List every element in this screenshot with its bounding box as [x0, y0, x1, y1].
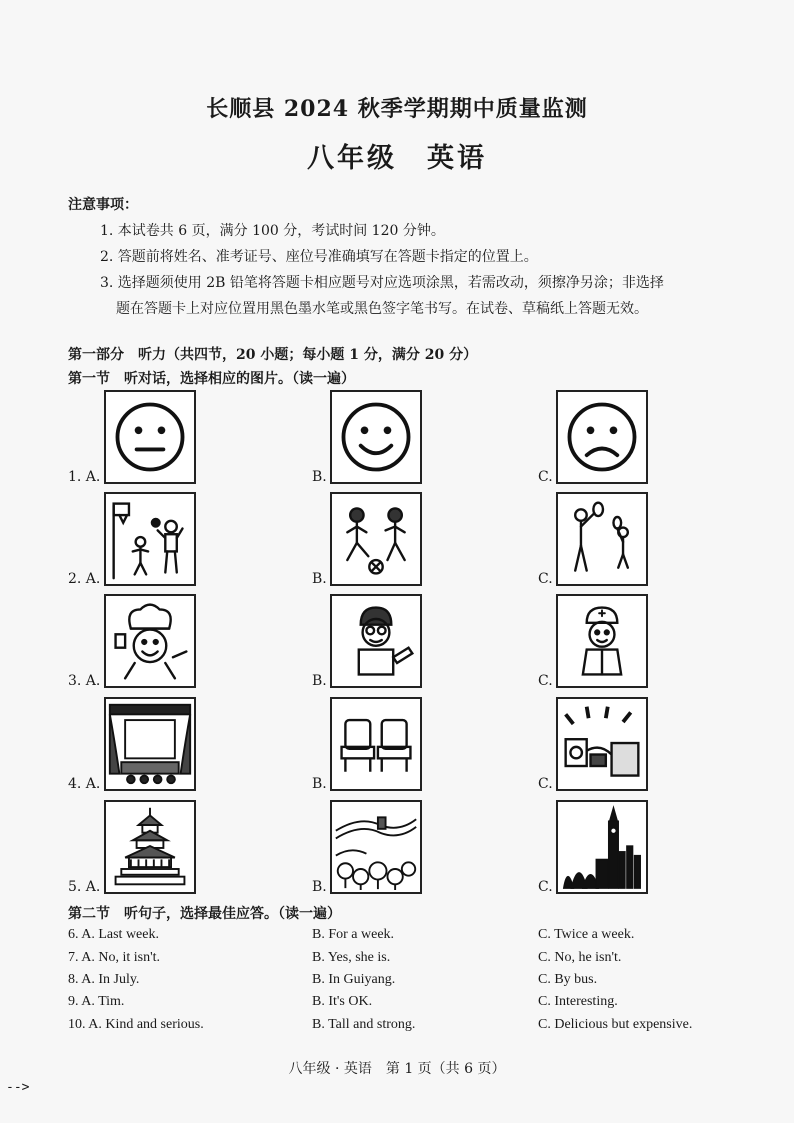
- chef-icon: [104, 594, 196, 688]
- doctor-icon: [556, 594, 648, 688]
- q10-option-c: C. Delicious but expensive.: [538, 1017, 693, 1032]
- q9-option-c: C. Interesting.: [538, 994, 618, 1009]
- q1-label-c: C.: [538, 469, 553, 485]
- notice-item-3-cont: 题在答题卡上对应位置用黑色墨水笔或黑色签字笔书写。在试卷、草稿纸上答题无效。: [116, 301, 648, 317]
- q3-label-b: B.: [312, 673, 327, 689]
- great-wall-icon: [330, 800, 422, 894]
- football-players-icon: [330, 492, 422, 586]
- q7-option-a: 7. A. No, it isn't.: [68, 950, 160, 965]
- q9-option-a: 9. A. Tim.: [68, 994, 125, 1009]
- q1-label-a: 1. A.: [68, 469, 101, 485]
- q8-option-c: C. By bus.: [538, 972, 598, 987]
- cinema-seats-icon: [330, 697, 422, 791]
- q6-option-b: B. For a week.: [312, 927, 395, 942]
- q2-label-a: 2. A.: [68, 571, 101, 587]
- section1-heading: 第一节 听对话，选择相应的图片。（读一遍）: [68, 371, 355, 387]
- badminton-players-icon: [556, 492, 648, 586]
- basketball-players-icon: [104, 492, 196, 586]
- temple-of-heaven-icon: [104, 800, 196, 894]
- sad-face-icon: [556, 390, 648, 484]
- q2-label-c: C.: [538, 571, 553, 587]
- smiling-face-icon: [330, 390, 422, 484]
- q5-label-a: 5. A.: [68, 879, 101, 895]
- notice-item-2: 2. 答题前将姓名、准考证号、座位号准确填写在答题卡指定的位置上。: [100, 249, 538, 265]
- q10-option-b: B. Tall and strong.: [312, 1017, 416, 1032]
- neutral-face-icon: [104, 390, 196, 484]
- theater-stage-icon: [104, 697, 196, 791]
- section2-heading: 第二节 听句子，选择最佳应答。（读一遍）: [68, 906, 341, 922]
- part1-heading: 第一部分 听力（共四节，20 小题；每小题 1 分，满分 20 分）: [68, 347, 478, 363]
- q7-option-c: C. No, he isn't.: [538, 950, 622, 965]
- notice-heading: 注意事项：: [68, 197, 138, 213]
- notice-item-3: 3. 选择题须使用 2B 铅笔将答题卡相应题号对应选项涂黑，若需改动，须擦净另涂；非选择: [100, 275, 664, 291]
- q4-label-c: C.: [538, 776, 553, 792]
- q9-option-b: B. It's OK.: [312, 994, 373, 1009]
- q6-option-c: C. Twice a week.: [538, 927, 635, 942]
- q4-label-a: 4. A.: [68, 776, 101, 792]
- q6-option-a: 6. A. Last week.: [68, 927, 159, 942]
- noisy-speakers-icon: [556, 697, 648, 791]
- big-ben-london-icon: [556, 800, 648, 894]
- q4-label-b: B.: [312, 776, 327, 792]
- notice-item-1: 1. 本试卷共 6 页，满分 100 分，考试时间 120 分钟。: [100, 223, 445, 239]
- q8-option-b: B. In Guiyang.: [312, 972, 396, 987]
- exam-subject: 八年级 英语: [307, 143, 487, 174]
- exam-title: 长顺县 2024 秋季学期期中质量监测: [206, 96, 588, 122]
- q5-label-b: B.: [312, 879, 327, 895]
- q3-label-c: C.: [538, 673, 553, 689]
- q5-label-c: C.: [538, 879, 553, 895]
- q3-label-a: 3. A.: [68, 673, 101, 689]
- q8-option-a: 8. A. In July.: [68, 972, 140, 987]
- q7-option-b: B. Yes, she is.: [312, 950, 391, 965]
- q2-label-b: B.: [312, 571, 327, 587]
- q1-label-b: B.: [312, 469, 327, 485]
- q10-option-a: 10. A. Kind and serious.: [68, 1017, 204, 1032]
- stray-text: -->: [6, 1080, 30, 1095]
- reporter-icon: [330, 594, 422, 688]
- page-footer: 八年级 · 英语 第 1 页（共 6 页）: [288, 1061, 506, 1077]
